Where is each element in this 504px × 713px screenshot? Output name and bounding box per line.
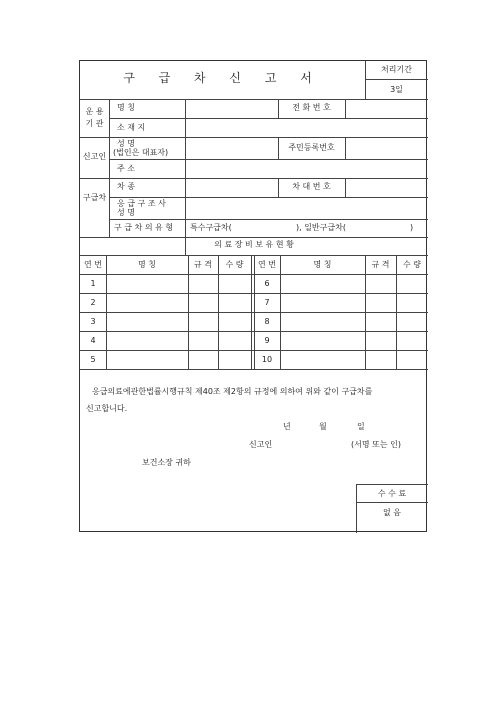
person-name-sublabel: (법인은 대표자)	[113, 148, 169, 157]
recipient-label: 보건소장 귀하	[142, 458, 191, 467]
equipment-title: 의 료 장 비 보 유 현 황	[214, 240, 294, 249]
header-spec-left: 규 격	[194, 260, 212, 269]
person-name-label: 성 명	[117, 139, 135, 148]
row-number: 9	[264, 336, 270, 345]
row-number: 6	[264, 279, 270, 288]
reporter-group-label: 신고인	[82, 152, 107, 161]
ambulance-type-label: 구 급 차 의 유 형	[114, 223, 174, 232]
date-month-label: 월	[319, 422, 327, 431]
phone-label: 전 화 번 호	[292, 103, 331, 112]
header-name-left: 명 칭	[138, 260, 156, 269]
processing-period-value: 3일	[390, 85, 403, 94]
location-label: 소 재 지	[117, 123, 146, 132]
resident-number-label: 주민등록번호	[288, 143, 335, 152]
row-number: 7	[264, 298, 270, 307]
closing-paren: )	[410, 223, 414, 232]
row-number: 8	[264, 317, 270, 326]
signer-label: 신고인	[249, 440, 273, 449]
row-number: 4	[90, 336, 96, 345]
general-ambulance-option: ), 일반구급차(	[296, 223, 346, 232]
row-number: 10	[261, 355, 273, 364]
row-number: 1	[90, 279, 96, 288]
header-seq-right: 연 번	[258, 260, 276, 269]
ambulance-report-form	[79, 60, 427, 532]
statement-line-1: 응급의료에관한법률시행규칙 제40조 제2항의 규정에 의하여 위와 같이 구급차를	[92, 387, 373, 396]
operator-group-label-1: 운 용	[85, 107, 104, 116]
header-spec-right: 규 격	[371, 260, 390, 269]
fee-value: 없 음	[383, 508, 401, 517]
header-qty-left: 수 량	[225, 260, 244, 269]
name-label: 명 칭	[117, 103, 135, 112]
operator-group-label-2: 기 관	[85, 119, 104, 128]
header-name-right: 명 칭	[313, 260, 332, 269]
address-label: 주 소	[117, 164, 135, 173]
date-year-label: 년	[283, 422, 291, 431]
crew-label-top: 응 급 구 조 사	[117, 199, 166, 208]
date-day-label: 일	[357, 422, 365, 431]
row-number: 3	[90, 317, 96, 326]
row-number: 2	[90, 298, 96, 307]
car-number-label: 차 대 번 호	[292, 182, 331, 191]
fee-label: 수 수 료	[377, 489, 407, 498]
ambulance-group-label: 구급차	[82, 193, 107, 202]
special-ambulance-option: 특수구급차(	[190, 223, 232, 232]
form-title: 구 급 차 신 고 서	[123, 71, 322, 85]
statement-line-2: 신고합니다.	[86, 404, 128, 413]
row-number: 5	[90, 355, 96, 364]
header-qty-right: 수 량	[403, 260, 421, 269]
car-type-label: 차 종	[117, 182, 135, 191]
processing-period-label: 처리기간	[381, 65, 412, 74]
crew-label-bottom: 성 명	[117, 208, 135, 217]
header-seq-left: 연 번	[84, 260, 102, 269]
signature-note: (서명 또는 인)	[351, 440, 401, 449]
